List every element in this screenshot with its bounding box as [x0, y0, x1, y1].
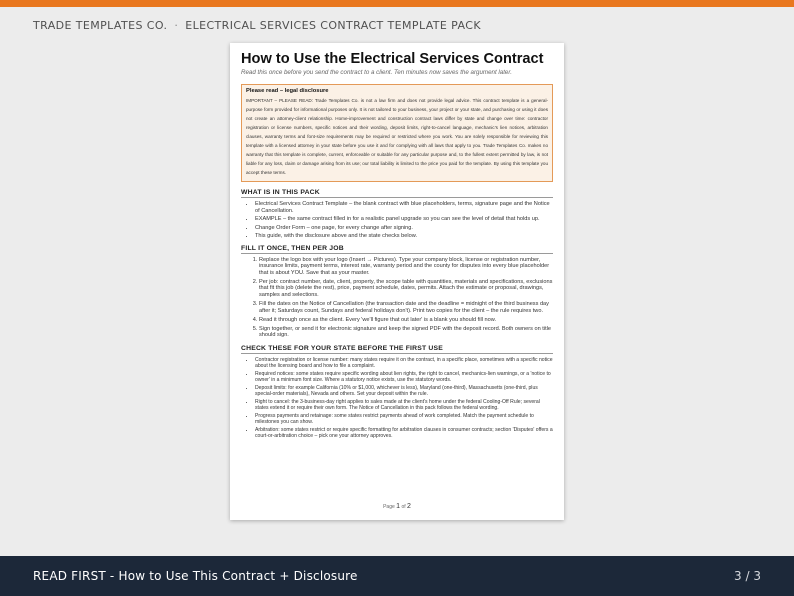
slide-caption: READ FIRST - How to Use This Contract + Disclosure [33, 569, 358, 583]
list-item: • Contractor registration or license number: many states require it on the contract, in a specific place, sometimes with a specific notice about the licensing board and how to file a complaint. [255, 357, 553, 369]
list-item: • Electrical Services Contract Template – the blank contract with blue placeholders, terms, signature page and the Notice of Cancellation. [255, 201, 553, 214]
accent-bar [0, 0, 794, 7]
list-item: • Progress payments and retainage: some states restrict payments ahead of work completed. Match the payment schedule to milestones you can show. [255, 413, 553, 425]
list-item: 4. Read it through once as the client. Every 'we'll figure that out later' is a blank you should fill now. [259, 317, 553, 324]
list-item: 3. Fill the dates on the Notice of Cancellation (the transaction date and the deadline = midnight of the third business day after it; Saturdays count, Sundays and federal holidays don't). Print two copies for the client – the rule requires two. [259, 301, 553, 314]
list-item: 1. Replace the logo box with your logo (Insert → Pictures). Type your company block, license or registration number, insurance limits, payment terms, interest rate, warranty period and the county for disputes into every blue placeholder that is about YOU. Save that as your master. [259, 257, 553, 277]
section-heading-check: CHECK THESE FOR YOUR STATE BEFORE THE FIRST USE [241, 345, 553, 354]
page-number [230, 503, 564, 510]
slide-counter: 3 / 3 [734, 569, 761, 583]
page-current: 1 [396, 503, 401, 510]
top-header [33, 19, 481, 32]
disclosure-body: IMPORTANT – PLEASE READ: Trade Templates Co. is not a law firm and does not provide legal advice. This contract template is a general-purpose form provided for informational purposes only. It is not tailored to your business, your project or your state, and purchasing or using it does not create an attorney-client relationship. Home-improvement and construction contract laws differ by state and change over time: contractor registration or license numbers, specific notices and their wording, deposit limits, right-to-cancel language, mechanic's lien notices, arbitration clauses, warranty terms and font-size requirements may be required or restricted where you work. You are solely responsible for reviewing this template with a licensed attorney in your state before you use it and for complying with all laws that apply to you. Trade Templates Co. makes no warranty that this template is complete, current, enforceable or suitable for any particular purpose and, to the fullest extent permitted by law, is not liable for any loss, claim or damage arising from its use; our total liability is limited to the price you paid for the template. By using this template you accept these terms. [246, 98, 548, 175]
document-subtitle: Read this once before you send the contract to a client. Ten minutes now saves the argument later. [241, 69, 512, 76]
list-item: • Change Order Form – one page, for every change after signing. [255, 225, 553, 232]
list-item: • Arbitration: some states restrict or require specific formatting for arbitration clauses in consumer contracts; section 'Disputes' offers a court-or-arbitration choice – pick one your attorney approves. [255, 427, 553, 439]
page-of: of [401, 504, 406, 510]
disclosure-title: Please read – legal disclosure [246, 88, 329, 94]
list-item: • Right to cancel: the 3-business-day right applies to sales made at the client's home under the federal Cooling-Off Rule; several states extend it or require their own form. The Notice of Cancellation in this pack follows the federal wording. [255, 399, 553, 411]
list-item: • EXAMPLE – the same contract filled in for a realistic panel upgrade so you can see the level of detail that holds up. [255, 216, 553, 223]
brand-name: TRADE TEMPLATES CO. [33, 19, 168, 32]
page-total: 2 [407, 503, 411, 510]
fill-steps-list [241, 257, 553, 339]
page-label: Page [383, 504, 395, 510]
section-heading-pack: WHAT IS IN THIS PACK [241, 189, 553, 198]
list-item: • This guide, with the disclosure above and the state checks below. [255, 233, 553, 240]
pack-contents-list [241, 201, 553, 240]
state-checks-list [241, 357, 553, 440]
list-item: 5. Sign together, or send it for electronic signature and keep the signed PDF with the deposit record. Both owners on title should sign. [259, 326, 553, 339]
bottom-caption-bar [0, 556, 794, 596]
list-item: • Required notices: some states require specific wording about lien rights, the right to cancel, mechanics-lien warnings, or a 'notice to owner' in a minimum font size. Where a statutory notice exists, use the statutory words. [255, 371, 553, 383]
list-item: • Deposit limits: for example California (10% or $1,000, whichever is less), Maryland (one-third), Massachusetts (one-third, plus special-order materials), Nevada and others. Set your deposit within the rule. [255, 385, 553, 397]
document-page [230, 43, 564, 520]
legal-disclosure-box [241, 84, 553, 182]
section-heading-fill: FILL IT ONCE, THEN PER JOB [241, 245, 553, 254]
document-title: How to Use the Electrical Services Contract [241, 51, 544, 67]
list-item: 2. Per job: contract number, date, client, property, the scope table with quantities, materials and specifications, exclusions that fit this job (delete the rest), price, payment schedule, dates, permits. Attach the estimate or proposal, drawings, samples and selections. [259, 279, 553, 299]
pack-name: ELECTRICAL SERVICES CONTRACT TEMPLATE PACK [185, 19, 481, 32]
header-separator: · [174, 19, 179, 32]
